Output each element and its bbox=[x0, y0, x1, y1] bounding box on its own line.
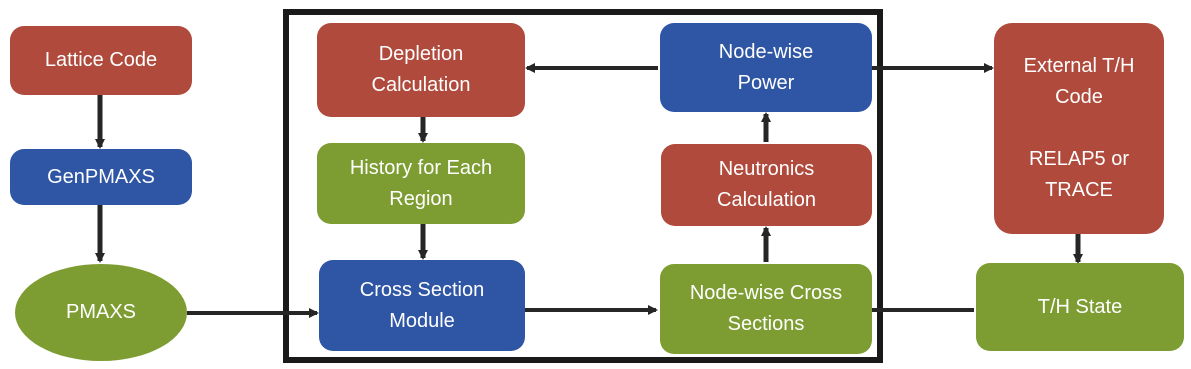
pmaxs-label: PMAXS bbox=[65, 301, 137, 323]
lattice-code-label: Lattice Code bbox=[44, 49, 158, 71]
genpmaxs-box bbox=[10, 149, 192, 205]
external-th-code-label: External T/H Code RELAP5 or TRACE bbox=[1023, 55, 1135, 201]
node-wise-power-label: Node-wise Power bbox=[718, 40, 814, 94]
genpmaxs-label: GenPMAXS bbox=[47, 165, 155, 188]
th-state-box bbox=[976, 263, 1184, 351]
pmaxs-ellipse bbox=[15, 264, 187, 361]
history-label: History for Each Region bbox=[349, 156, 493, 210]
depletion-calculation-label: Depletion Calculation bbox=[371, 43, 471, 96]
neutronics-calculation-box bbox=[661, 144, 872, 226]
node-wise-cross-sections-label: Node-wise Cross Sections bbox=[689, 282, 843, 335]
neutronics-calculation-label: Neutronics Calculation bbox=[717, 158, 816, 211]
th-state-label: T/H State bbox=[1037, 295, 1123, 318]
cross-section-module-box bbox=[319, 260, 525, 351]
node-wise-power-box bbox=[660, 23, 872, 112]
node-wise-cross-sections-box bbox=[660, 264, 872, 354]
lattice-code-box bbox=[10, 26, 192, 95]
history-box bbox=[317, 143, 525, 224]
depletion-calculation-box bbox=[317, 23, 525, 117]
cross-section-module-label: Cross Section Module bbox=[359, 278, 485, 332]
external-th-code-box bbox=[994, 23, 1164, 234]
